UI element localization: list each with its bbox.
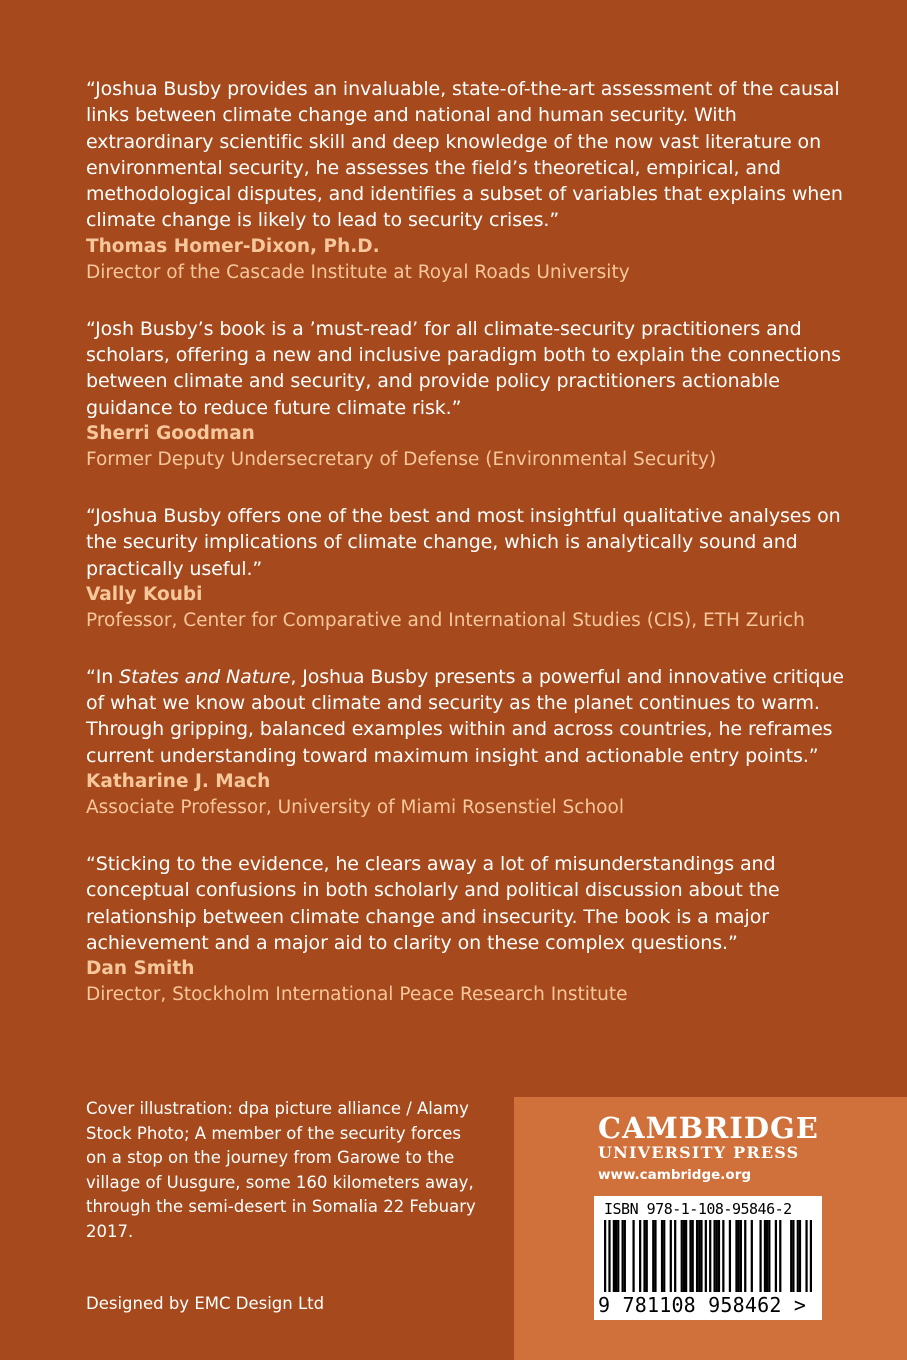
barcode-bar — [764, 1220, 766, 1292]
endorsements-section — [86, 76, 846, 1038]
barcode-bar — [608, 1220, 610, 1292]
endorsement-mach — [86, 664, 846, 821]
barcode-bar — [604, 1220, 606, 1292]
barcode-bar — [670, 1220, 672, 1292]
barcode-bar — [646, 1220, 648, 1292]
barcode-bar — [696, 1220, 698, 1292]
endorser-affiliation: Associate Professor, University of Miami Rosenstiel School — [86, 797, 624, 819]
barcode-bar — [744, 1220, 746, 1292]
publisher-logo-name: CAMBRIDGE — [598, 1111, 819, 1145]
barcode-bar — [698, 1220, 700, 1292]
barcode-bar — [622, 1220, 624, 1292]
endorser-name: Katharine J. Mach — [86, 771, 271, 793]
endorsement-goodman — [86, 316, 846, 473]
barcode-bar — [779, 1220, 781, 1292]
barcode-bar — [792, 1220, 794, 1292]
publisher-url: www.cambridge.org — [598, 1167, 752, 1183]
endorsement-quote: “Josh Busby’s book is a ’must-read’ for all climate-security practitioners and scholars, offering a new and inclusive paradigm both to explain the connections between climate and security, and provide policy practitioners actionable guidance to reduce future climate risk.” — [86, 317, 841, 419]
barcode-bar — [735, 1220, 737, 1292]
barcode-bar — [685, 1220, 687, 1292]
endorser-affiliation: Director of the Cascade Institute at Royal Roads University — [86, 261, 630, 283]
barcode-bar — [705, 1220, 707, 1292]
endorsement-quote: “Joshua Busby offers one of the best and most insightful qualitative analyses on the security implications of climate change, which is analytically sound and practically useful.” — [86, 504, 841, 580]
isbn-label: ISBN 978-1-108-95846-2 — [604, 1200, 792, 1218]
cover-credit: Cover illustration: dpa picture alliance / Alamy Stock Photo; A member of the security forces on a stop on the journey from Garowe to the village of Uusgure, some 160 kilometers away, through the semi-desert in Somalia 22 Febuary 2017. — [86, 1099, 476, 1241]
barcode-bar — [652, 1220, 654, 1292]
barcode-digits: 9 781108 958462 > — [598, 1293, 807, 1317]
barcode-bar — [632, 1220, 634, 1292]
publisher-logo-subtitle: UNIVERSITY PRESS — [598, 1143, 800, 1162]
barcode-bar — [661, 1220, 663, 1292]
barcode-bar — [766, 1220, 768, 1292]
endorser-affiliation: Director, Stockholm International Peace Research Institute — [86, 984, 628, 1006]
barcode-bar — [718, 1220, 720, 1292]
endorsement-smith — [86, 851, 846, 1008]
barcode-bar — [729, 1220, 731, 1292]
barcode-bar — [709, 1220, 711, 1292]
quote-prefix: “In — [86, 665, 120, 688]
quote-body: , Joshua Busby presents a powerful and innovative critique of what we know about climate and security as the planet continues to warm. Through gripping, balanced examples within and across countries, he reframes current understanding toward maximum insight and actionable entry points.” — [86, 665, 844, 767]
endorser-affiliation: Former Deputy Undersecretary of Defense (Environmental Security) — [86, 448, 717, 470]
barcode-bar — [751, 1220, 753, 1292]
endorsement-quote: “Joshua Busby provides an invaluable, state-of-the-art assessment of the causal links between climate change and national and human security. With extraordinary scientific skill and deep knowledge of the now vast literature on environmental security, he assesses the field’s theoretical, empirical, and methodological disputes, and identifies a subset of variables that explains when climate change is likely to lead to security crises.” — [86, 78, 843, 232]
barcode-bar — [663, 1220, 665, 1292]
barcode — [594, 1196, 822, 1320]
barcode-bar — [799, 1220, 801, 1292]
barcode-bar — [643, 1220, 645, 1292]
publisher-panel — [514, 1097, 907, 1360]
barcode-bar — [716, 1220, 718, 1292]
designer-credit: Designed by EMC Design Ltd — [86, 1294, 325, 1313]
barcode-bar — [797, 1220, 799, 1292]
barcode-bar — [654, 1220, 656, 1292]
barcode-bar — [810, 1220, 812, 1292]
endorser-name: Dan Smith — [86, 958, 195, 980]
endorser-name: Thomas Homer-Dixon, Ph.D. — [86, 235, 380, 257]
barcode-bar — [689, 1220, 691, 1292]
endorsement-koubi — [86, 503, 846, 634]
barcode-bar — [722, 1220, 724, 1292]
endorsement-quote: “Sticking to the evidence, he clears away a lot of misunderstandings and conceptual confusions in both scholarly and political discussion about the relationship between climate change and insecurity. The book is a major achievement and a major aid to clarity on these complex questions.” — [86, 853, 780, 954]
barcode-bar — [613, 1220, 615, 1292]
barcode-bar — [624, 1220, 626, 1292]
barcode-bar — [775, 1220, 777, 1292]
barcode-bar — [805, 1220, 807, 1292]
barcode-bar — [615, 1220, 617, 1292]
barcode-bar — [700, 1220, 702, 1292]
barcode-bars — [604, 1220, 812, 1292]
barcode-bar — [738, 1220, 740, 1292]
endorser-name: Sherri Goodman — [86, 422, 255, 444]
barcode-bar — [740, 1220, 742, 1292]
barcode-bar — [674, 1220, 676, 1292]
book-title: States and Nature — [119, 665, 291, 688]
barcode-bar — [692, 1220, 694, 1292]
barcode-bar — [768, 1220, 770, 1292]
barcode-bar — [759, 1220, 761, 1292]
barcode-bar — [639, 1220, 641, 1292]
barcode-bar — [790, 1220, 792, 1292]
endorser-name: Vally Koubi — [86, 583, 203, 605]
barcode-bar — [683, 1220, 685, 1292]
endorsement-homer-dixon — [86, 76, 846, 286]
barcode-bar — [681, 1220, 683, 1292]
barcode-bar — [713, 1220, 715, 1292]
endorser-affiliation: Professor, Center for Comparative and International Studies (CIS), ETH Zurich — [86, 609, 805, 631]
endorsement-quote — [86, 664, 846, 769]
barcode-bar — [617, 1220, 619, 1292]
